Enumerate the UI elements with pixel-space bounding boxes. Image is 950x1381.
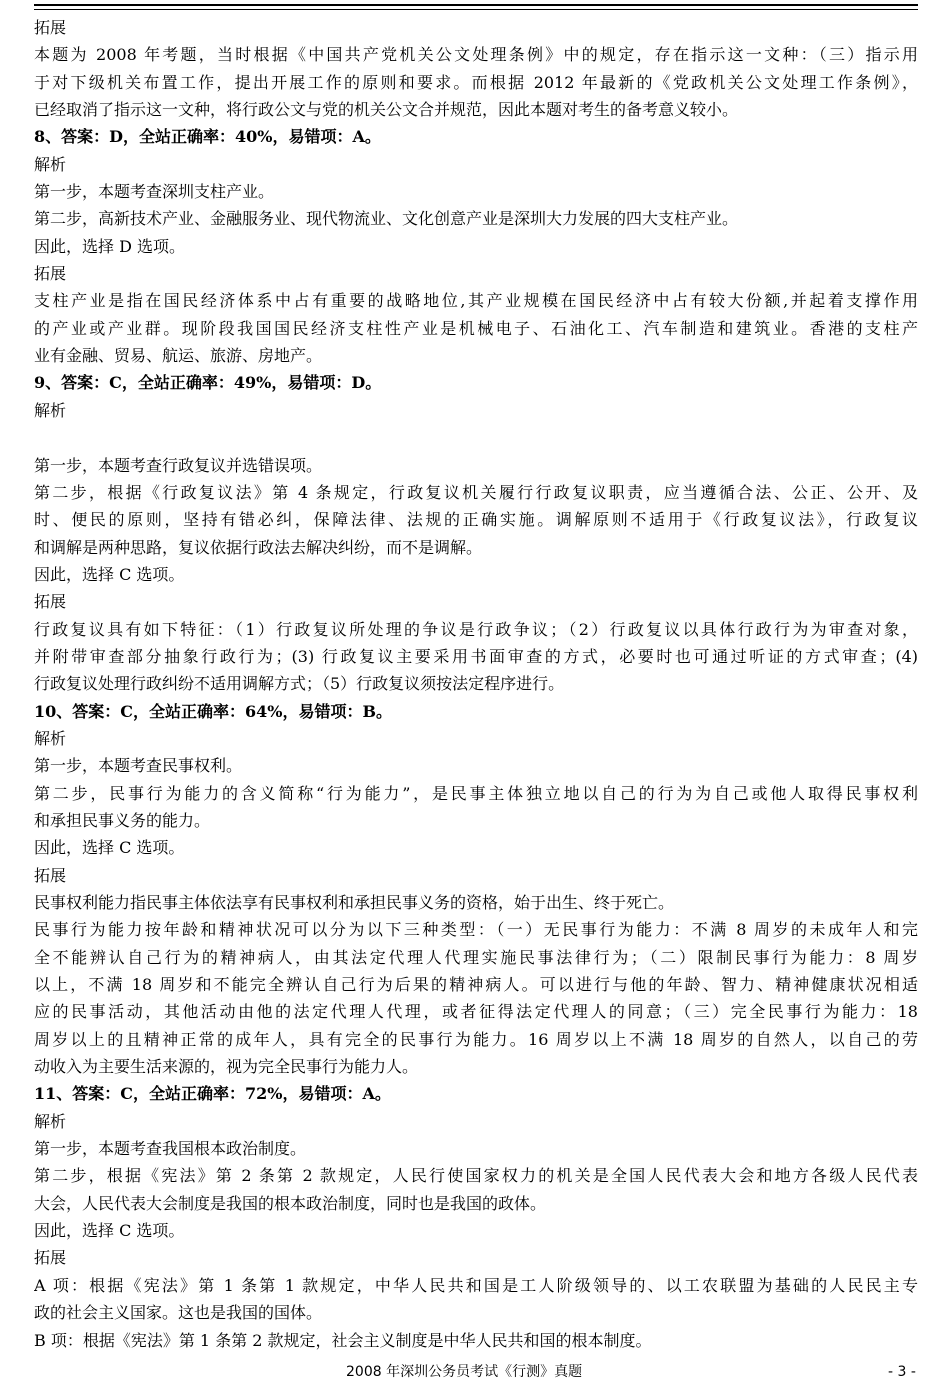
- text-line: 业有金融、贸易、航运、旅游、房地产。: [34, 346, 323, 366]
- text-line: 民事行为能力按年龄和精神状况可以分为以下三种类型：（一）无民事行为能力：不满 8 周岁的未成年人和完: [34, 920, 918, 940]
- text-line: 因此，选择 D 选项。: [34, 236, 186, 256]
- page-number: - 3 -: [888, 1364, 916, 1380]
- answer-line: 8、答案：D，全站正确率：40%，易错项：A。: [34, 127, 381, 147]
- text-line: 时、便民的原则，坚持有错必纠，保障法律、法规的正确实施。调解原则不适用于《行政复议法》，行政复议: [34, 510, 918, 530]
- text-line: 第二步，高新技术产业、金融服务业、现代物流业、文化创意产业是深圳大力发展的四大支柱产业。: [34, 209, 739, 229]
- text-line: 已经取消了指示这一文种，将行政公文与党的机关公文合并规范，因此本题对考生的备考意义较小。: [34, 100, 739, 120]
- text-line: A 项：根据《宪法》第 1 条第 1 款规定，中华人民共和国是工人阶级领导的、以工农联盟为基础的人民民主专: [34, 1275, 918, 1295]
- blank-line: [34, 424, 918, 451]
- text-line: 周岁以上的且精神正常的成年人，具有完全的民事行为能力。16 周岁以上不满 18 周岁的自然人，以自己的劳: [34, 1029, 918, 1049]
- header-rule-thin: [34, 9, 918, 10]
- text-line: 解析: [34, 728, 67, 748]
- text-line: 第一步，本题考查行政复议并选错误项。: [34, 455, 323, 475]
- text-line: 因此，选择 C 选项。: [34, 838, 185, 858]
- text-line: 解析: [34, 154, 67, 174]
- text-line: 大会，人民代表大会制度是我国的根本政治制度，同时也是我国的政体。: [34, 1193, 547, 1213]
- document-body: [34, 14, 918, 1354]
- text-line: 于对下级机关布置工作，提出开展工作的原则和要求。而根据 2012 年最新的《党政机关公文处理工作条例》，: [34, 72, 918, 92]
- text-line: 本题为 2008 年考题，当时根据《中国共产党机关公文处理条例》中的规定，存在指示这一文种：（三）指示用: [34, 45, 918, 65]
- text-line: 拓展: [34, 592, 67, 612]
- text-line: 因此，选择 C 选项。: [34, 1221, 185, 1241]
- text-line: 支柱产业是指在国民经济体系中占有重要的战略地位,其产业规模在国民经济中占有较大份额,并起着支撑作用: [34, 291, 918, 311]
- answer-line: 9、答案：C，全站正确率：49%，易错项：D。: [34, 373, 382, 393]
- footer-title: 2008 年深圳公务员考试《行测》真题: [346, 1364, 583, 1380]
- answer-line: 11、答案：C，全站正确率：72%，易错项：A。: [34, 1084, 391, 1104]
- text-line: 第二步，民事行为能力的含义简称“行为能力”，是民事主体独立地以自己的行为为自己或他人取得民事权利: [34, 783, 918, 803]
- text-line: 行政复议具有如下特征：（1）行政复议所处理的争议是行政争议；（2）行政复议以具体行政行为为审查对象，: [34, 619, 918, 639]
- text-line: 第二步，根据《行政复议法》第 4 条规定，行政复议机关履行行政复议职责，应当遵循合法、公正、公开、及: [34, 482, 918, 502]
- text-line: 拓展: [34, 264, 67, 284]
- text-line: 以上，不满 18 周岁和不能完全辨认自己行为后果的精神病人。可以进行与他的年龄、智力、精神健康状况相适: [34, 975, 918, 995]
- header-rule: [34, 4, 918, 6]
- text-line: 和承担民事义务的能力。: [34, 810, 211, 830]
- text-line: 应的民事活动，其他活动由他的法定代理人代理，或者征得法定代理人的同意；（三）完全民事行为能力：18: [34, 1002, 918, 1022]
- text-line: B 项：根据《宪法》第 1 条第 2 款规定，社会主义制度是中华人民共和国的根本制度。: [34, 1330, 652, 1350]
- text-line: 政的社会主义国家。这也是我国的国体。: [34, 1303, 323, 1323]
- text-line: 解析: [34, 400, 67, 420]
- text-line: 第二步，根据《宪法》第 2 条第 2 款规定，人民行使国家权力的机关是全国人民代表大会和地方各级人民代表: [34, 1166, 918, 1186]
- text-line: 动收入为主要生活来源的，视为完全民事行为能力人。: [34, 1057, 419, 1077]
- text-line: 民事权利能力指民事主体依法享有民事权利和承担民事义务的资格，始于出生、终于死亡。: [34, 893, 675, 912]
- text-line: 解析: [34, 1111, 67, 1131]
- text-line: 全不能辨认自己行为的精神病人，由其法定代理人代理实施民事法律行为；（二）限制民事行为能力：8 周岁: [34, 947, 918, 967]
- text-line: 拓展: [34, 1248, 67, 1268]
- text-line: 第一步，本题考查民事权利。: [34, 756, 243, 776]
- text-line: 第一步，本题考查深圳支柱产业。: [34, 182, 275, 202]
- text-line: 行政复议处理行政纠纷不适用调解方式；（5）行政复议须按法定程序进行。: [34, 674, 565, 694]
- answer-line: 10、答案：C，全站正确率：64%，易错项：B。: [34, 701, 392, 721]
- text-line: 的产业或产业群。现阶段我国国民经济支柱性产业是机械电子、石油化工、汽车制造和建筑业。香港的支柱产: [34, 318, 918, 338]
- text-line: 因此，选择 C 选项。: [34, 564, 185, 584]
- text-line: 并附带审查部分抽象行政行为；(3) 行政复议主要采用书面审查的方式，必要时也可通过听证的方式审查；(4): [34, 646, 918, 666]
- text-line: 和调解是两种思路，复议依据行政法去解决纠纷，而不是调解。: [34, 537, 483, 557]
- text-line: 拓展: [34, 865, 67, 885]
- text-line: 拓展: [34, 18, 67, 37]
- text-line: 第一步，本题考查我国根本政治制度。: [34, 1139, 307, 1159]
